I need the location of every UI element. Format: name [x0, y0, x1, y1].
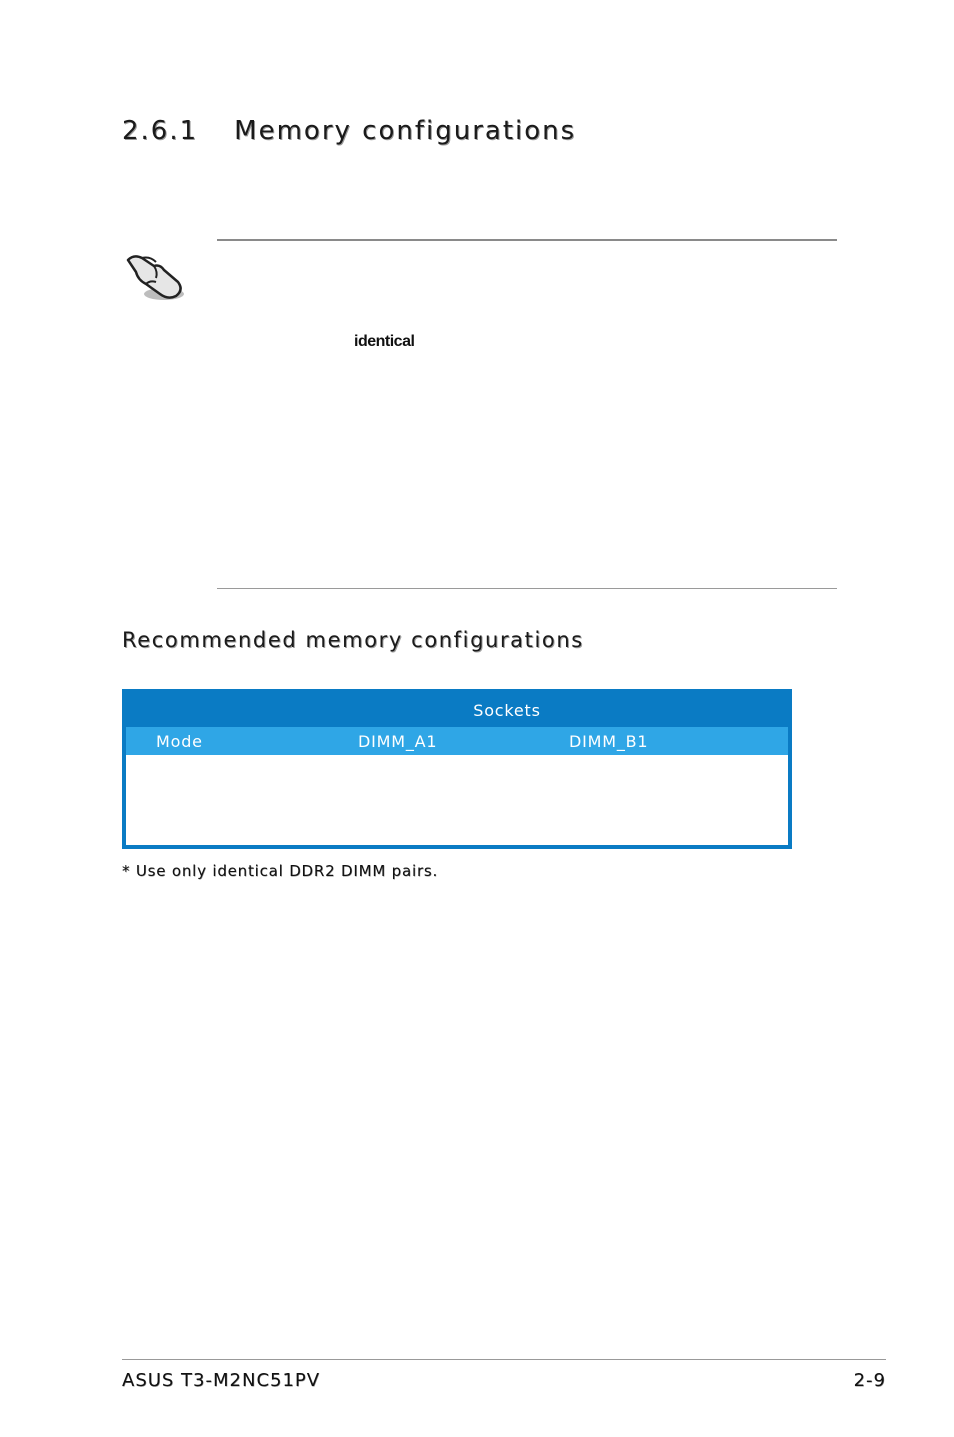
- note-emphasis-text: identical: [354, 333, 415, 350]
- table-column-header-row: [126, 727, 788, 755]
- section-heading: [122, 116, 576, 146]
- column-header-mode: Mode: [156, 732, 203, 751]
- recommended-heading: Recommended memory configurations: [122, 628, 584, 652]
- footer-page-number: 2-9: [853, 1370, 886, 1391]
- note-bottom-divider: [217, 588, 837, 589]
- hand-note-icon: [120, 248, 190, 304]
- column-header-dimm-a1: DIMM_A1: [358, 732, 438, 751]
- footer-product-name: ASUS T3-M2NC51PV: [122, 1370, 321, 1391]
- note-top-divider: [217, 239, 837, 241]
- memory-config-table: [122, 689, 792, 849]
- section-title: Memory configurations: [234, 116, 577, 146]
- table-footnote: * Use only identical DDR2 DIMM pairs.: [122, 862, 439, 880]
- section-number: 2.6.1: [122, 116, 199, 146]
- sockets-header: Sockets: [473, 701, 541, 720]
- table-group-header: [126, 693, 788, 727]
- footer-divider: [122, 1359, 886, 1360]
- column-header-dimm-b1: DIMM_B1: [569, 732, 649, 751]
